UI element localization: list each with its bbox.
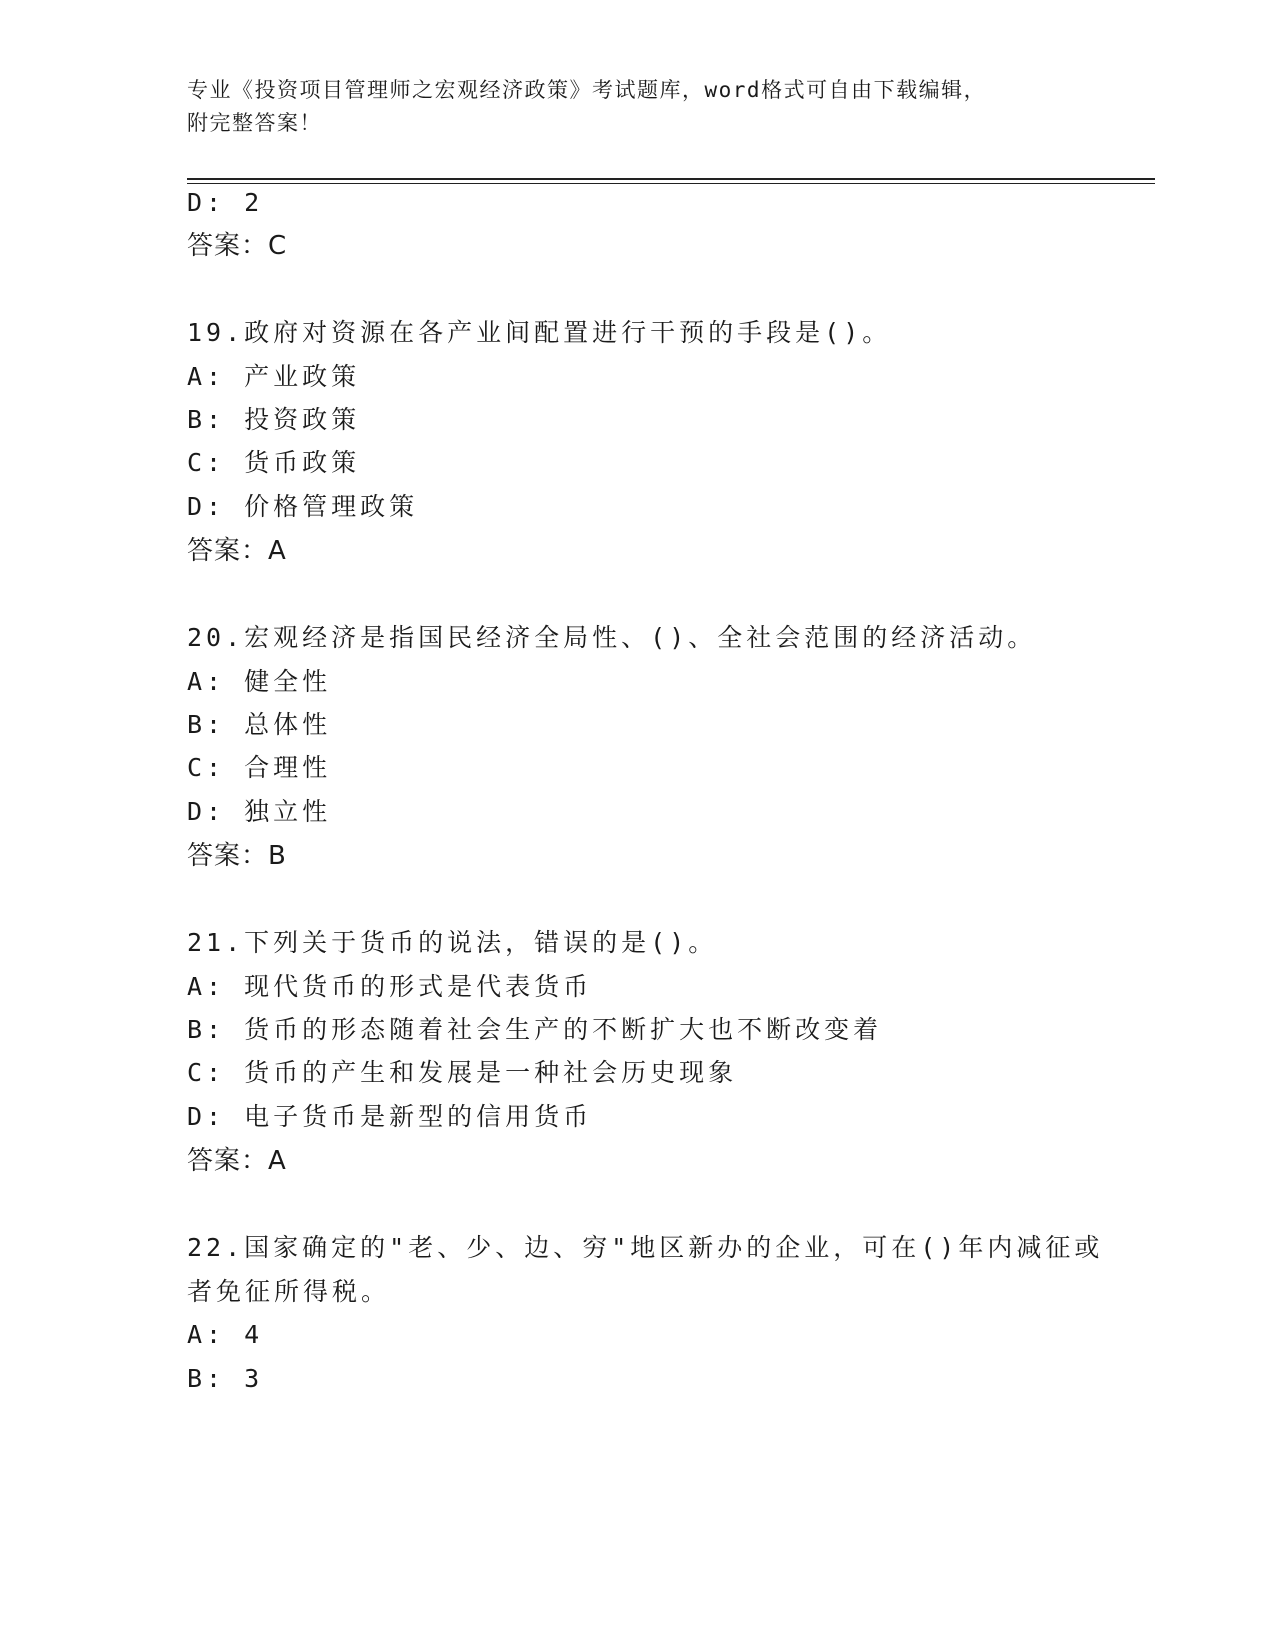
q21-option-d: D: 电子货币是新型的信用货币 bbox=[187, 1102, 593, 1131]
q22-option-a: A: 4 bbox=[187, 1320, 264, 1349]
q21-option-b: B: 货币的形态随着社会生产的不断扩大也不断改变着 bbox=[187, 1015, 883, 1044]
q21-question: 21.下列关于货币的说法，错误的是()。 bbox=[187, 928, 718, 957]
header-line-2: 附完整答案！ bbox=[187, 111, 322, 135]
q19-question: 19.政府对资源在各产业间配置进行干预的手段是()。 bbox=[187, 318, 892, 347]
q19-option-b: B: 投资政策 bbox=[187, 405, 361, 434]
q19-answer: 答案：A bbox=[187, 536, 287, 566]
q19-option-a: A: 产业政策 bbox=[187, 362, 361, 391]
header-line-1: 专业《投资项目管理师之宏观经济政策》考试题库，word格式可自由下载编辑， bbox=[187, 78, 987, 102]
document-header bbox=[187, 74, 1067, 140]
q22-question-line-2: 者免征所得税。 bbox=[187, 1277, 391, 1306]
q20-answer: 答案：B bbox=[187, 841, 287, 871]
q20-question: 20.宏观经济是指国民经济全局性、()、全社会范围的经济活动。 bbox=[187, 623, 1037, 652]
q20-option-c: C: 合理性 bbox=[187, 753, 332, 782]
q19-option-c: C: 货币政策 bbox=[187, 448, 361, 477]
header-divider-thick bbox=[187, 178, 1155, 180]
q21-option-c: C: 货币的产生和发展是一种社会历史现象 bbox=[187, 1058, 738, 1087]
q21-option-a: A: 现代货币的形式是代表货币 bbox=[187, 972, 593, 1001]
q19-option-d: D: 价格管理政策 bbox=[187, 492, 419, 521]
q20-option-a: A: 健全性 bbox=[187, 667, 332, 696]
prev-option-d: D: 2 bbox=[187, 188, 264, 217]
q21-answer: 答案：A bbox=[187, 1146, 287, 1176]
prev-answer: 答案：C bbox=[187, 231, 288, 261]
q20-option-d: D: 独立性 bbox=[187, 797, 332, 826]
q22-option-b: B: 3 bbox=[187, 1364, 264, 1393]
header-divider-thin bbox=[187, 183, 1155, 184]
q20-option-b: B: 总体性 bbox=[187, 710, 332, 739]
q22-question-line-1: 22.国家确定的"老、少、边、穷"地区新办的企业，可在()年内减征或 bbox=[187, 1233, 1104, 1262]
